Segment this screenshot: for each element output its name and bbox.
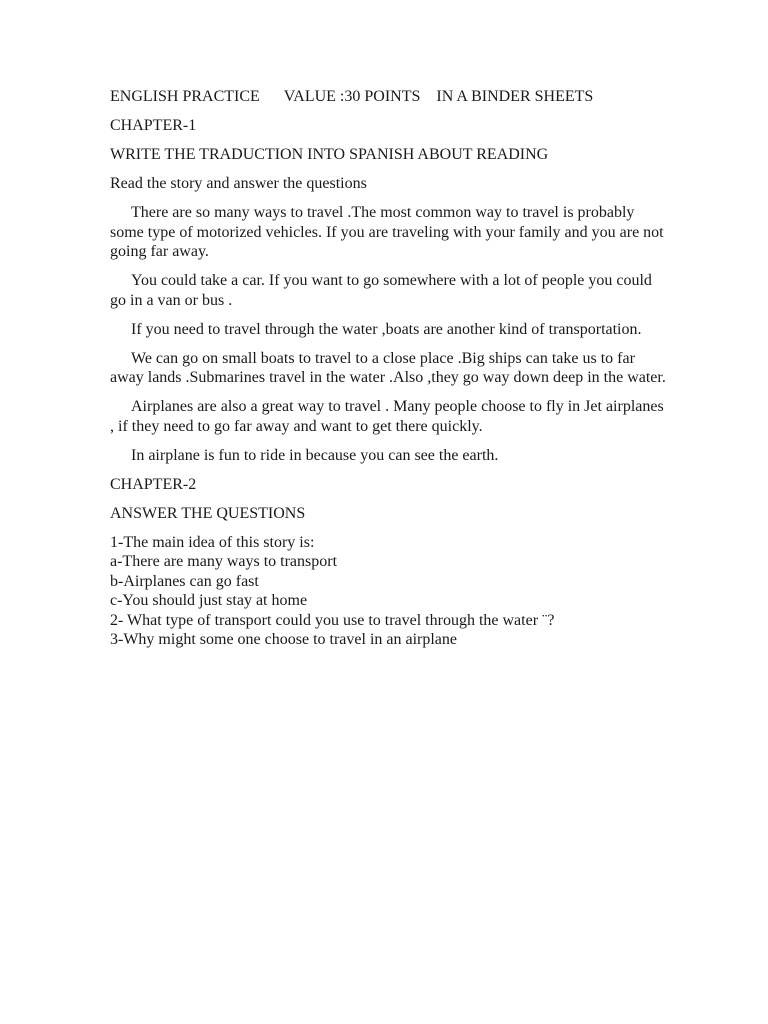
chapter2-instruction: ANSWER THE QUESTIONS — [110, 504, 306, 522]
story-paragraph-5: Airplanes are also a great way to travel . Many people choose to fly in Jet airplanes , if they need to go far away and want to get there quickly. — [110, 398, 664, 435]
header-title: ENGLISH PRACTICE — [110, 88, 260, 105]
chapter1-heading: CHAPTER-1 — [110, 117, 197, 134]
answer-option-a: a-There are many ways to transport — [110, 553, 338, 570]
story-paragraph-3: If you need to travel through the water ,boats are another kind of transportation. — [131, 320, 642, 338]
question-3: 3-Why might some one choose to travel in an airplane — [110, 631, 458, 648]
question-1: 1-The main idea of this story is: — [110, 533, 315, 551]
question-list — [110, 533, 670, 650]
header-value: VALUE :30 POINTS — [283, 88, 421, 105]
story-paragraph-2: You could take a car. If you want to go somewhere with a lot of people you could go in a van or bus . — [110, 272, 652, 309]
header-binder: IN A BINDER SHEETS — [436, 88, 594, 105]
document-content — [110, 87, 670, 650]
story-paragraph-6: In airplane is fun to ride in because you can see the earth. — [131, 446, 499, 464]
answer-option-c: c-You should just stay at home — [110, 592, 308, 609]
question-2: 2- What type of transport could you use to travel through the water ¨? — [110, 611, 555, 629]
story-paragraph-1: There are so many ways to travel .The most common way to travel is probably some type of motorized vehicles. If you are traveling with your family and you are not going far away. — [110, 204, 664, 260]
chapter1-instruction: WRITE THE TRADUCTION INTO SPANISH ABOUT READING — [110, 146, 549, 163]
chapter2-heading: CHAPTER-2 — [110, 475, 197, 493]
chapter1-intro: Read the story and answer the questions — [110, 175, 367, 192]
header-line — [110, 87, 670, 107]
story-paragraph-4: We can go on small boats to travel to a close place .Big ships can take us to far away lands .Submarines travel in the water .Also ,they go way down deep in the water. — [110, 349, 666, 386]
answer-option-b: b-Airplanes can go fast — [110, 572, 259, 590]
